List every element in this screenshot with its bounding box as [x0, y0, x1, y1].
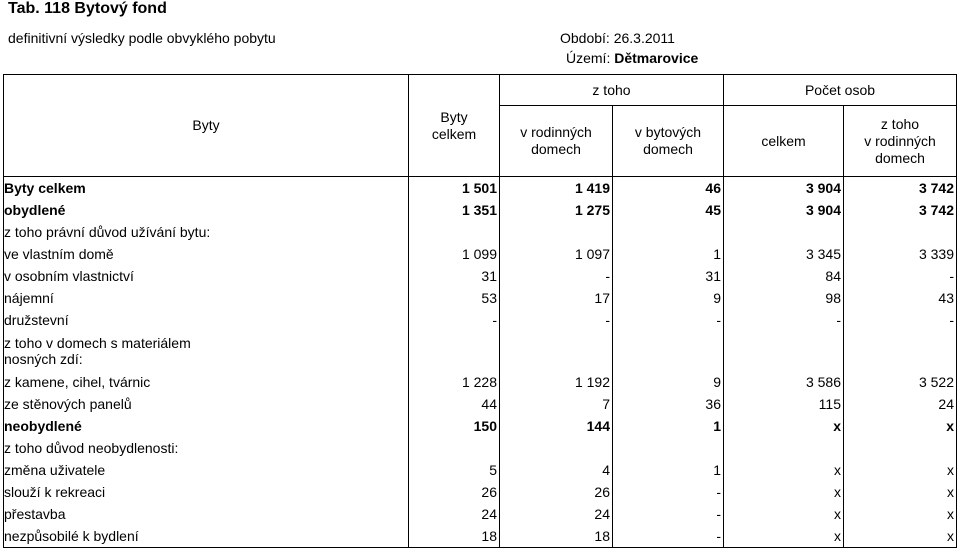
col-header-bytove-domy: v bytových domech [613, 106, 724, 177]
table-subtitle: definitivní výsledky podle obvyklého pobytu [8, 30, 276, 46]
table-row [4, 265, 957, 287]
cell: x [844, 415, 957, 437]
row-label: v osobním vlastnictví [4, 265, 409, 287]
cell: 1 099 [409, 243, 500, 265]
table-row [4, 309, 957, 331]
row-label: slouží k rekreaci [4, 481, 409, 503]
cell: x [844, 503, 957, 525]
cell: 98 [724, 287, 844, 309]
cell: x [844, 525, 957, 548]
cell: 3 904 [724, 177, 844, 200]
table-row [4, 393, 957, 415]
cell: 24 [844, 393, 957, 415]
row-label: změna uživatele [4, 459, 409, 481]
cell: 1 501 [409, 177, 500, 200]
cell [613, 221, 724, 243]
cell: 17 [500, 287, 613, 309]
cell: 3 742 [844, 177, 957, 200]
row-label: ve vlastním domě [4, 243, 409, 265]
row-label: družstevní [4, 309, 409, 331]
cell: 46 [613, 177, 724, 200]
cell: 4 [500, 459, 613, 481]
cell: 43 [844, 287, 957, 309]
cell: 115 [724, 393, 844, 415]
cell [613, 331, 724, 371]
cell: - [409, 309, 500, 331]
col-header-osob-rodinne-domy: z toho v rodinných domech [844, 106, 957, 177]
table-row [4, 331, 957, 371]
col-header-pocet-osob: Počet osob [724, 75, 957, 106]
cell [500, 331, 613, 371]
cell: 1 [613, 243, 724, 265]
cell [409, 437, 500, 459]
table-row [4, 371, 957, 393]
col-header-byty: Byty [4, 75, 409, 177]
cell: 7 [500, 393, 613, 415]
cell [844, 437, 957, 459]
cell: 53 [409, 287, 500, 309]
table-row [4, 503, 957, 525]
cell: 84 [724, 265, 844, 287]
cell: 44 [409, 393, 500, 415]
cell [724, 331, 844, 371]
cell: 18 [409, 525, 500, 548]
cell: - [844, 309, 957, 331]
table-row [4, 287, 957, 309]
cell: x [724, 503, 844, 525]
cell: 1 097 [500, 243, 613, 265]
row-label: nájemní [4, 287, 409, 309]
table-row [4, 177, 957, 200]
cell: - [500, 265, 613, 287]
cell [613, 437, 724, 459]
row-label: z toho v domech s materiálem nosných zdí: [4, 331, 409, 371]
cell: 3 904 [724, 199, 844, 221]
cell: - [613, 481, 724, 503]
cell: x [724, 459, 844, 481]
housing-table [3, 74, 957, 548]
table-row [4, 221, 957, 243]
cell: 26 [409, 481, 500, 503]
cell: x [844, 481, 957, 503]
cell: x [844, 459, 957, 481]
cell: 144 [500, 415, 613, 437]
cell: 1 228 [409, 371, 500, 393]
row-label: obydlené [4, 199, 409, 221]
cell: 1 [613, 459, 724, 481]
col-header-z-toho: z toho [500, 75, 724, 106]
cell: 3 345 [724, 243, 844, 265]
table-row [4, 415, 957, 437]
cell: x [724, 481, 844, 503]
cell: 31 [613, 265, 724, 287]
cell: 9 [613, 371, 724, 393]
period-label: Období: [560, 30, 610, 46]
table-title: Tab. 118 Bytový fond [8, 0, 167, 17]
cell [500, 437, 613, 459]
cell: 3 586 [724, 371, 844, 393]
cell: 45 [613, 199, 724, 221]
cell: 1 192 [500, 371, 613, 393]
cell: 9 [613, 287, 724, 309]
cell: 1 275 [500, 199, 613, 221]
cell: 3 339 [844, 243, 957, 265]
cell: 24 [409, 503, 500, 525]
cell: 3 522 [844, 371, 957, 393]
row-label: z kamene, cihel, tvárnic [4, 371, 409, 393]
row-label: neobydlené [4, 415, 409, 437]
table-row [4, 199, 957, 221]
cell [409, 331, 500, 371]
row-label: přestavba [4, 503, 409, 525]
row-label: ze stěnových panelů [4, 393, 409, 415]
cell [724, 221, 844, 243]
row-label: nezpůsobilé k bydlení [4, 525, 409, 548]
period [560, 30, 675, 46]
period-value: 26.3.2011 [613, 30, 675, 46]
cell: 1 351 [409, 199, 500, 221]
row-label: z toho důvod neobydlenosti: [4, 437, 409, 459]
cell: - [613, 309, 724, 331]
cell: x [724, 415, 844, 437]
cell: 36 [613, 393, 724, 415]
cell: 1 [613, 415, 724, 437]
cell: 26 [500, 481, 613, 503]
cell: - [500, 309, 613, 331]
table-row [4, 437, 957, 459]
cell [844, 331, 957, 371]
cell: 31 [409, 265, 500, 287]
cell: 24 [500, 503, 613, 525]
cell: 1 419 [500, 177, 613, 200]
table-row [4, 243, 957, 265]
cell [844, 221, 957, 243]
cell [500, 221, 613, 243]
cell: 3 742 [844, 199, 957, 221]
row-label: Byty celkem [4, 177, 409, 200]
cell: - [724, 309, 844, 331]
table-row [4, 459, 957, 481]
col-header-rodinne-domy: v rodinných domech [500, 106, 613, 177]
cell: x [724, 525, 844, 548]
table-row [4, 481, 957, 503]
territory [566, 50, 698, 66]
cell: 5 [409, 459, 500, 481]
table-row [4, 525, 957, 548]
cell: - [844, 265, 957, 287]
row-label: z toho právní důvod užívání bytu: [4, 221, 409, 243]
col-header-osob-celkem: celkem [724, 106, 844, 177]
territory-value: Dětmarovice [614, 50, 699, 66]
cell: - [613, 525, 724, 548]
cell [409, 221, 500, 243]
territory-label: Území: [566, 50, 611, 66]
cell: - [613, 503, 724, 525]
cell [724, 437, 844, 459]
cell: 18 [500, 525, 613, 548]
cell: 150 [409, 415, 500, 437]
col-header-byty-celkem: Byty celkem [409, 75, 500, 177]
